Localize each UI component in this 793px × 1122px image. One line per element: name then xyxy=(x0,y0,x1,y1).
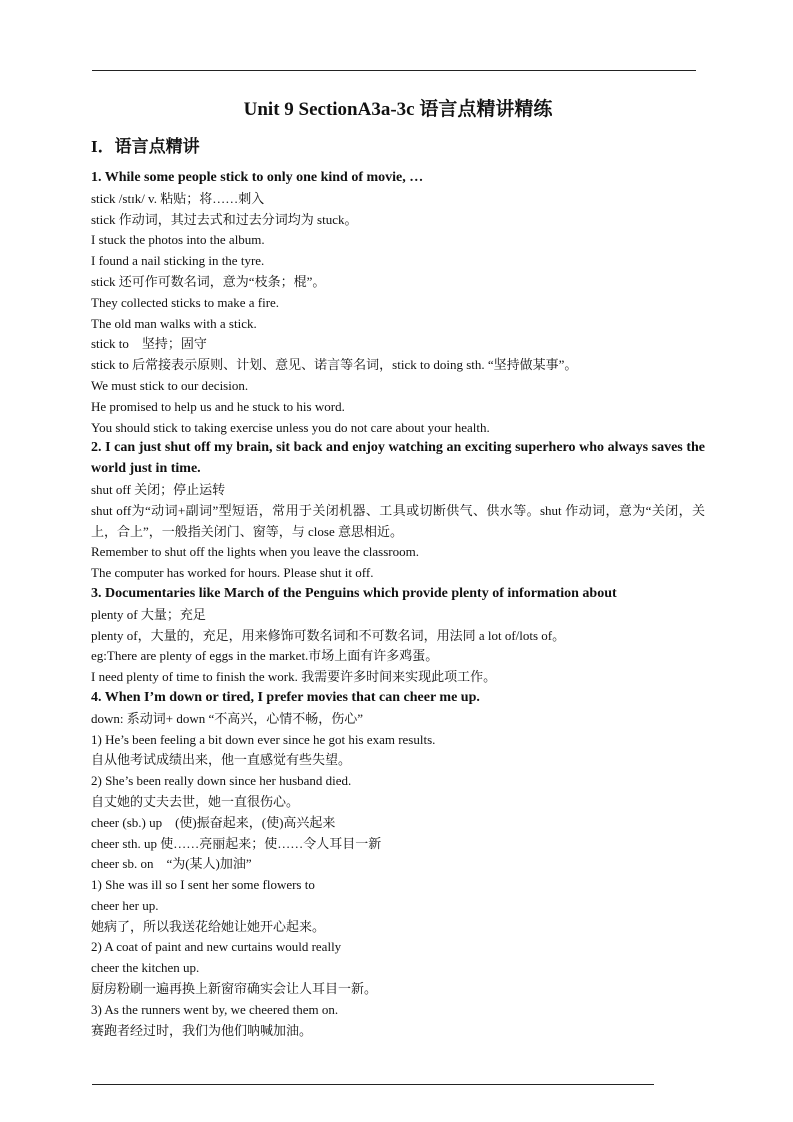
text-line: plenty of 大量；充足 xyxy=(91,606,206,622)
text-line: You should stick to taking exercise unless you do not care about your health. xyxy=(91,419,490,435)
text-line: stick 还可作可数名词，意为“枝条；棍”。 xyxy=(91,273,326,289)
text-line: eg:There are plenty of eggs in the market.市场上面有许多鸡蛋。 xyxy=(91,648,439,664)
section-heading: I．语言点精讲 xyxy=(91,137,200,156)
text-line: We must stick to our decision. xyxy=(91,377,249,393)
text-line: The computer has worked for hours. Please shut it off. xyxy=(91,565,374,581)
content-lines xyxy=(91,168,705,1041)
text-line: I need plenty of time to finish the work. 我需要许多时间来实现此项工作。 xyxy=(91,669,497,685)
text-line: stick 作动词，其过去式和过去分词均为 stuck。 xyxy=(91,211,358,227)
text-line: stick to 后常接表示原则、计划、意见、诺言等名词，stick to doing sth. “坚持做某事”。 xyxy=(91,357,578,373)
footer-rule xyxy=(92,1084,654,1085)
text-line: cheer sb. on “为(某人)加油” xyxy=(91,856,252,872)
text-line: He promised to help us and he stuck to his word. xyxy=(91,398,345,414)
text-line: The old man walks with a stick. xyxy=(91,315,257,331)
text-line: shut off 关闭；停止运转 xyxy=(91,481,226,497)
text-line: 自丈她的丈夫去世，她一直很伤心。 xyxy=(91,793,300,809)
text-line: 2) A coat of paint and new curtains would really xyxy=(91,939,342,955)
document-title: Unit 9 SectionA3a-3c 语言点精讲精练 xyxy=(243,99,553,120)
text-line: They collected sticks to make a fire. xyxy=(91,294,280,310)
text-line: 厨房粉刷一遍再换上新窗帘确实会让人耳目一新。 xyxy=(91,981,378,997)
text-line: down: 系动词+ down “不高兴，心情不畅，伤心” xyxy=(91,710,364,726)
text-line: cheer (sb.) up (使)振奋起来，(使)高兴起来 xyxy=(91,814,336,830)
point-heading: 1. While some people stick to only one kind of movie, … xyxy=(91,170,424,185)
text-line: shut off为“动词+副词”型短语，常用于关闭机器、工具或切断供气、供水等。shut 作动词，意为“关闭，关上，合上”，一般指关闭门、窗等，与 close 意思相近。 xyxy=(91,502,705,539)
text-line: 她病了，所以我送花给她让她开心起来。 xyxy=(91,918,326,934)
text-line: 自从他考试成绩出来，他一直感觉有些失望。 xyxy=(91,752,352,768)
point-heading: 2. I can just shut off my brain, sit back and enjoy watching an exciting superhero who always saves the world just in time. xyxy=(91,440,705,477)
text-line: stick /stɪk/ v. 粘贴；将……刺入 xyxy=(91,190,265,206)
text-line: 赛跑者经过时，我们为他们呐喊加油。 xyxy=(91,1022,313,1038)
document-body xyxy=(91,96,705,1041)
text-line: I stuck the photos into the album. xyxy=(91,232,265,248)
point-heading: 4. When I’m down or tired, I prefer movies that can cheer me up. xyxy=(91,689,480,705)
text-line: cheer the kitchen up. xyxy=(91,960,200,976)
text-line: 2) She’s been really down since her husband died. xyxy=(91,773,352,789)
text-line: 1) He’s been feeling a bit down ever since he got his exam results. xyxy=(91,731,436,747)
text-line: 3) As the runners went by, we cheered them on. xyxy=(91,1001,339,1017)
text-line: Remember to shut off the lights when you leave the classroom. xyxy=(91,544,419,560)
text-line: cheer her up. xyxy=(91,897,159,913)
text-line: cheer sth. up 使……亮丽起来；使……令人耳目一新 xyxy=(91,835,382,851)
point-heading: 3. Documentaries like March of the Penguins which provide plenty of information about xyxy=(91,585,617,601)
header-rule xyxy=(92,70,696,71)
text-line: stick to 坚持；固守 xyxy=(91,336,207,352)
text-line: I found a nail sticking in the tyre. xyxy=(91,253,265,269)
text-line: plenty of，大量的，充足，用来修饰可数名词和不可数名词，用法同 a lot of/lots of。 xyxy=(91,627,566,643)
text-line: 1) She was ill so I sent her some flowers to xyxy=(91,877,315,893)
